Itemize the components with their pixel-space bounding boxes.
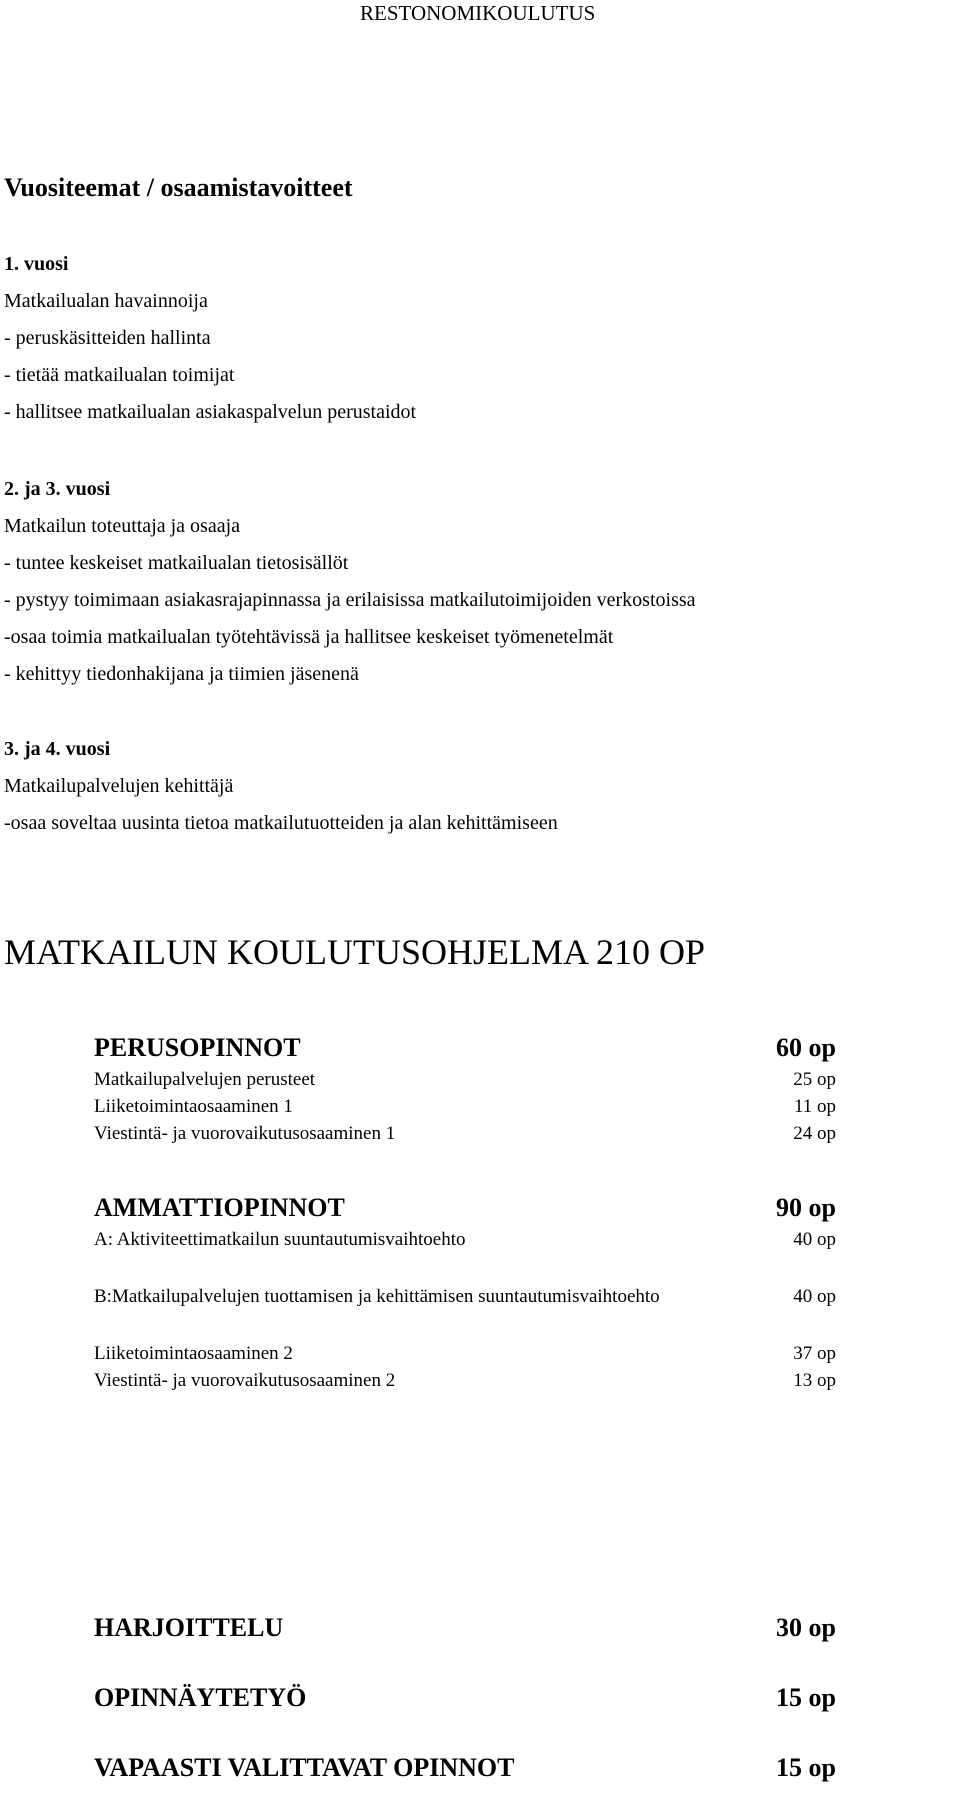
page-header: RESTONOMIKOULUTUS (360, 1, 596, 25)
year-3-4-line: Matkailupalvelujen kehittäjä (4, 775, 234, 797)
course-label: Viestintä- ja vuorovaikutusosaaminen 2 (94, 1370, 396, 1391)
year-2-3-line: - kehittyy tiedonhakijana ja tiimien jäsenenä (4, 663, 359, 685)
year-1-line: - peruskäsitteiden hallinta (4, 327, 211, 349)
year-3-4-line: -osaa soveltaa uusinta tietoa matkailutuotteiden ja alan kehittämiseen (4, 812, 558, 834)
harjoittelu-label: HARJOITTELU (94, 1613, 284, 1642)
ammattiopinnot-total: 90 op (776, 1193, 836, 1222)
year-3-4-heading: 3. ja 4. vuosi (4, 738, 111, 760)
course-row (94, 1093, 836, 1120)
perusopinnot-total: 60 op (776, 1033, 836, 1062)
harjoittelu-section (94, 1610, 836, 1646)
year-2-3-heading: 2. ja 3. vuosi (4, 478, 111, 500)
year-1-block (4, 246, 416, 431)
course-row (94, 1340, 836, 1367)
opinnaytetyo-label: OPINNÄYTETYÖ (94, 1683, 307, 1712)
perusopinnot-header (94, 1030, 836, 1066)
year-themes-title: Vuositeemat / osaamistavoitteet (4, 173, 353, 202)
year-3-4-block (4, 731, 558, 842)
vapaasti-section (94, 1750, 836, 1786)
ammattiopinnot-label: AMMATTIOPINNOT (94, 1193, 345, 1222)
course-label: B:Matkailupalvelujen tuottamisen ja kehittämisen suuntautumisvaihtoehto (94, 1286, 660, 1307)
year-2-3-block (4, 471, 696, 693)
course-row (94, 1367, 836, 1394)
ammattiopinnot-header (94, 1190, 836, 1226)
course-label: Viestintä- ja vuorovaikutusosaaminen 1 (94, 1123, 396, 1144)
harjoittelu-row (94, 1610, 836, 1646)
opinnaytetyo-row (94, 1680, 836, 1716)
course-label: A: Aktiviteettimatkailun suuntautumisvaihtoehto (94, 1229, 466, 1250)
course-credits: 40 op (793, 1286, 836, 1307)
year-1-heading: 1. vuosi (4, 253, 69, 275)
vapaasti-total: 15 op (776, 1753, 836, 1782)
year-1-line: Matkailualan havainnoija (4, 290, 208, 312)
course-row (94, 1283, 836, 1310)
vapaasti-label: VAPAASTI VALITTAVAT OPINNOT (94, 1753, 515, 1782)
year-2-3-line: - pystyy toimimaan asiakasrajapinnassa ja erilaisissa matkailutoimijoiden verkostoissa (4, 589, 696, 611)
year-1-line: - hallitsee matkailualan asiakaspalvelun perustaidot (4, 401, 417, 423)
course-label: Liiketoimintaosaaminen 1 (94, 1096, 293, 1117)
perusopinnot-section (94, 1030, 836, 1147)
course-credits: 11 op (793, 1096, 836, 1117)
course-credits: 37 op (793, 1343, 836, 1364)
opinnaytetyo-section (94, 1680, 836, 1716)
course-credits: 40 op (793, 1229, 836, 1250)
course-row (94, 1120, 836, 1147)
opinnaytetyo-total: 15 op (776, 1683, 836, 1712)
vapaasti-row (94, 1750, 836, 1786)
course-row (94, 1226, 836, 1253)
year-2-3-line: - tuntee keskeiset matkailualan tietosisällöt (4, 552, 349, 574)
year-1-line: - tietää matkailualan toimijat (4, 364, 235, 386)
perusopinnot-label: PERUSOPINNOT (94, 1033, 301, 1062)
course-row (94, 1066, 836, 1093)
year-2-3-line: -osaa toimia matkailualan työtehtävissä ja hallitsee keskeiset työmenetelmät (4, 626, 614, 648)
year-2-3-line: Matkailun toteuttaja ja osaaja (4, 515, 241, 537)
course-credits: 13 op (793, 1370, 836, 1391)
harjoittelu-total: 30 op (776, 1613, 836, 1642)
course-credits: 25 op (793, 1069, 836, 1090)
course-label: Matkailupalvelujen perusteet (94, 1069, 316, 1090)
course-label: Liiketoimintaosaaminen 2 (94, 1343, 293, 1364)
program-title: MATKAILUN KOULUTUSOHJELMA 210 OP (4, 932, 705, 972)
course-credits: 24 op (793, 1123, 836, 1144)
ammattiopinnot-section (94, 1190, 836, 1394)
